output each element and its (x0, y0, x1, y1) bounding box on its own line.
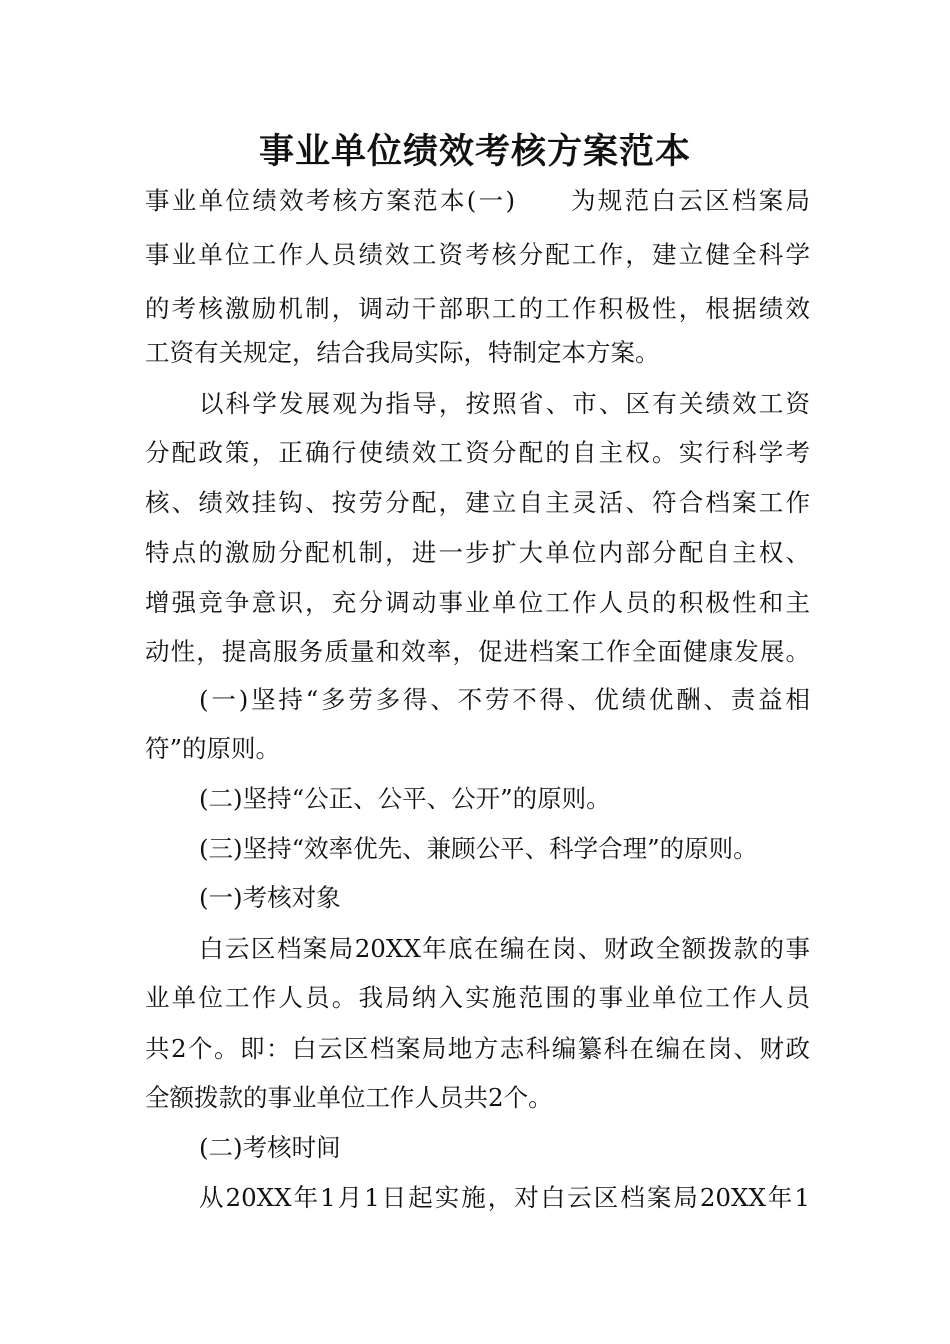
text-line: 以科学发展观为指导，按照省、市、区有关绩效工资 (199, 389, 810, 418)
text-line: 从20XX年1月1日起实施，对白云区档案局20XX年1 (199, 1183, 810, 1212)
document-title: 事业单位绩效考核方案范本 (258, 131, 691, 172)
text-line: 动性，提高服务质量和效率，促进档案工作全面健康发展。 (145, 637, 810, 666)
text-line: 符”的原则。 (145, 734, 281, 763)
text-line: 共2个。即：白云区档案局地方志科编纂科在编在岗、财政 (145, 1034, 810, 1063)
text-line: 全额拨款的事业单位工作人员共2个。 (145, 1083, 553, 1112)
text-line: (一)坚持“多劳多得、不劳不得、优绩优酬、责益相 (199, 685, 810, 714)
text-line: 事业单位工作人员绩效工资考核分配工作，建立健全科学 (145, 240, 810, 269)
text-line: (二)坚持“公正、公平、公开”的原则。 (199, 784, 611, 813)
text-line: 白云区档案局20XX年底在编在岗、财政全额拨款的事 (199, 934, 810, 963)
text-line: 工资有关规定，结合我局实际，特制定本方案。 (145, 338, 660, 367)
text-line: 增强竞争意识，充分调动事业单位工作人员的积极性和主 (145, 588, 810, 617)
text-line: 特点的激励分配机制，进一步扩大单位内部分配自主权、 (145, 538, 810, 567)
text-line: 业单位工作人员。我局纳入实施范围的事业单位工作人员 (145, 983, 810, 1012)
text-line: (三)坚持“效率优先、兼顾公平、科学合理”的原则。 (199, 834, 758, 863)
text-line: (二)考核时间 (199, 1133, 341, 1162)
text-line: (一)考核对象 (199, 883, 341, 912)
text-line: 的考核激励机制，调动干部职工的工作积极性，根据绩效 (145, 294, 810, 323)
text-line: 核、绩效挂钩、按劳分配，建立自主灵活、符合档案工作 (145, 488, 810, 517)
text-line: 事业单位绩效考核方案范本(一) 为规范白云区档案局 (145, 186, 810, 215)
text-line: 分配政策，正确行使绩效工资分配的自主权。实行科学考 (145, 438, 810, 467)
